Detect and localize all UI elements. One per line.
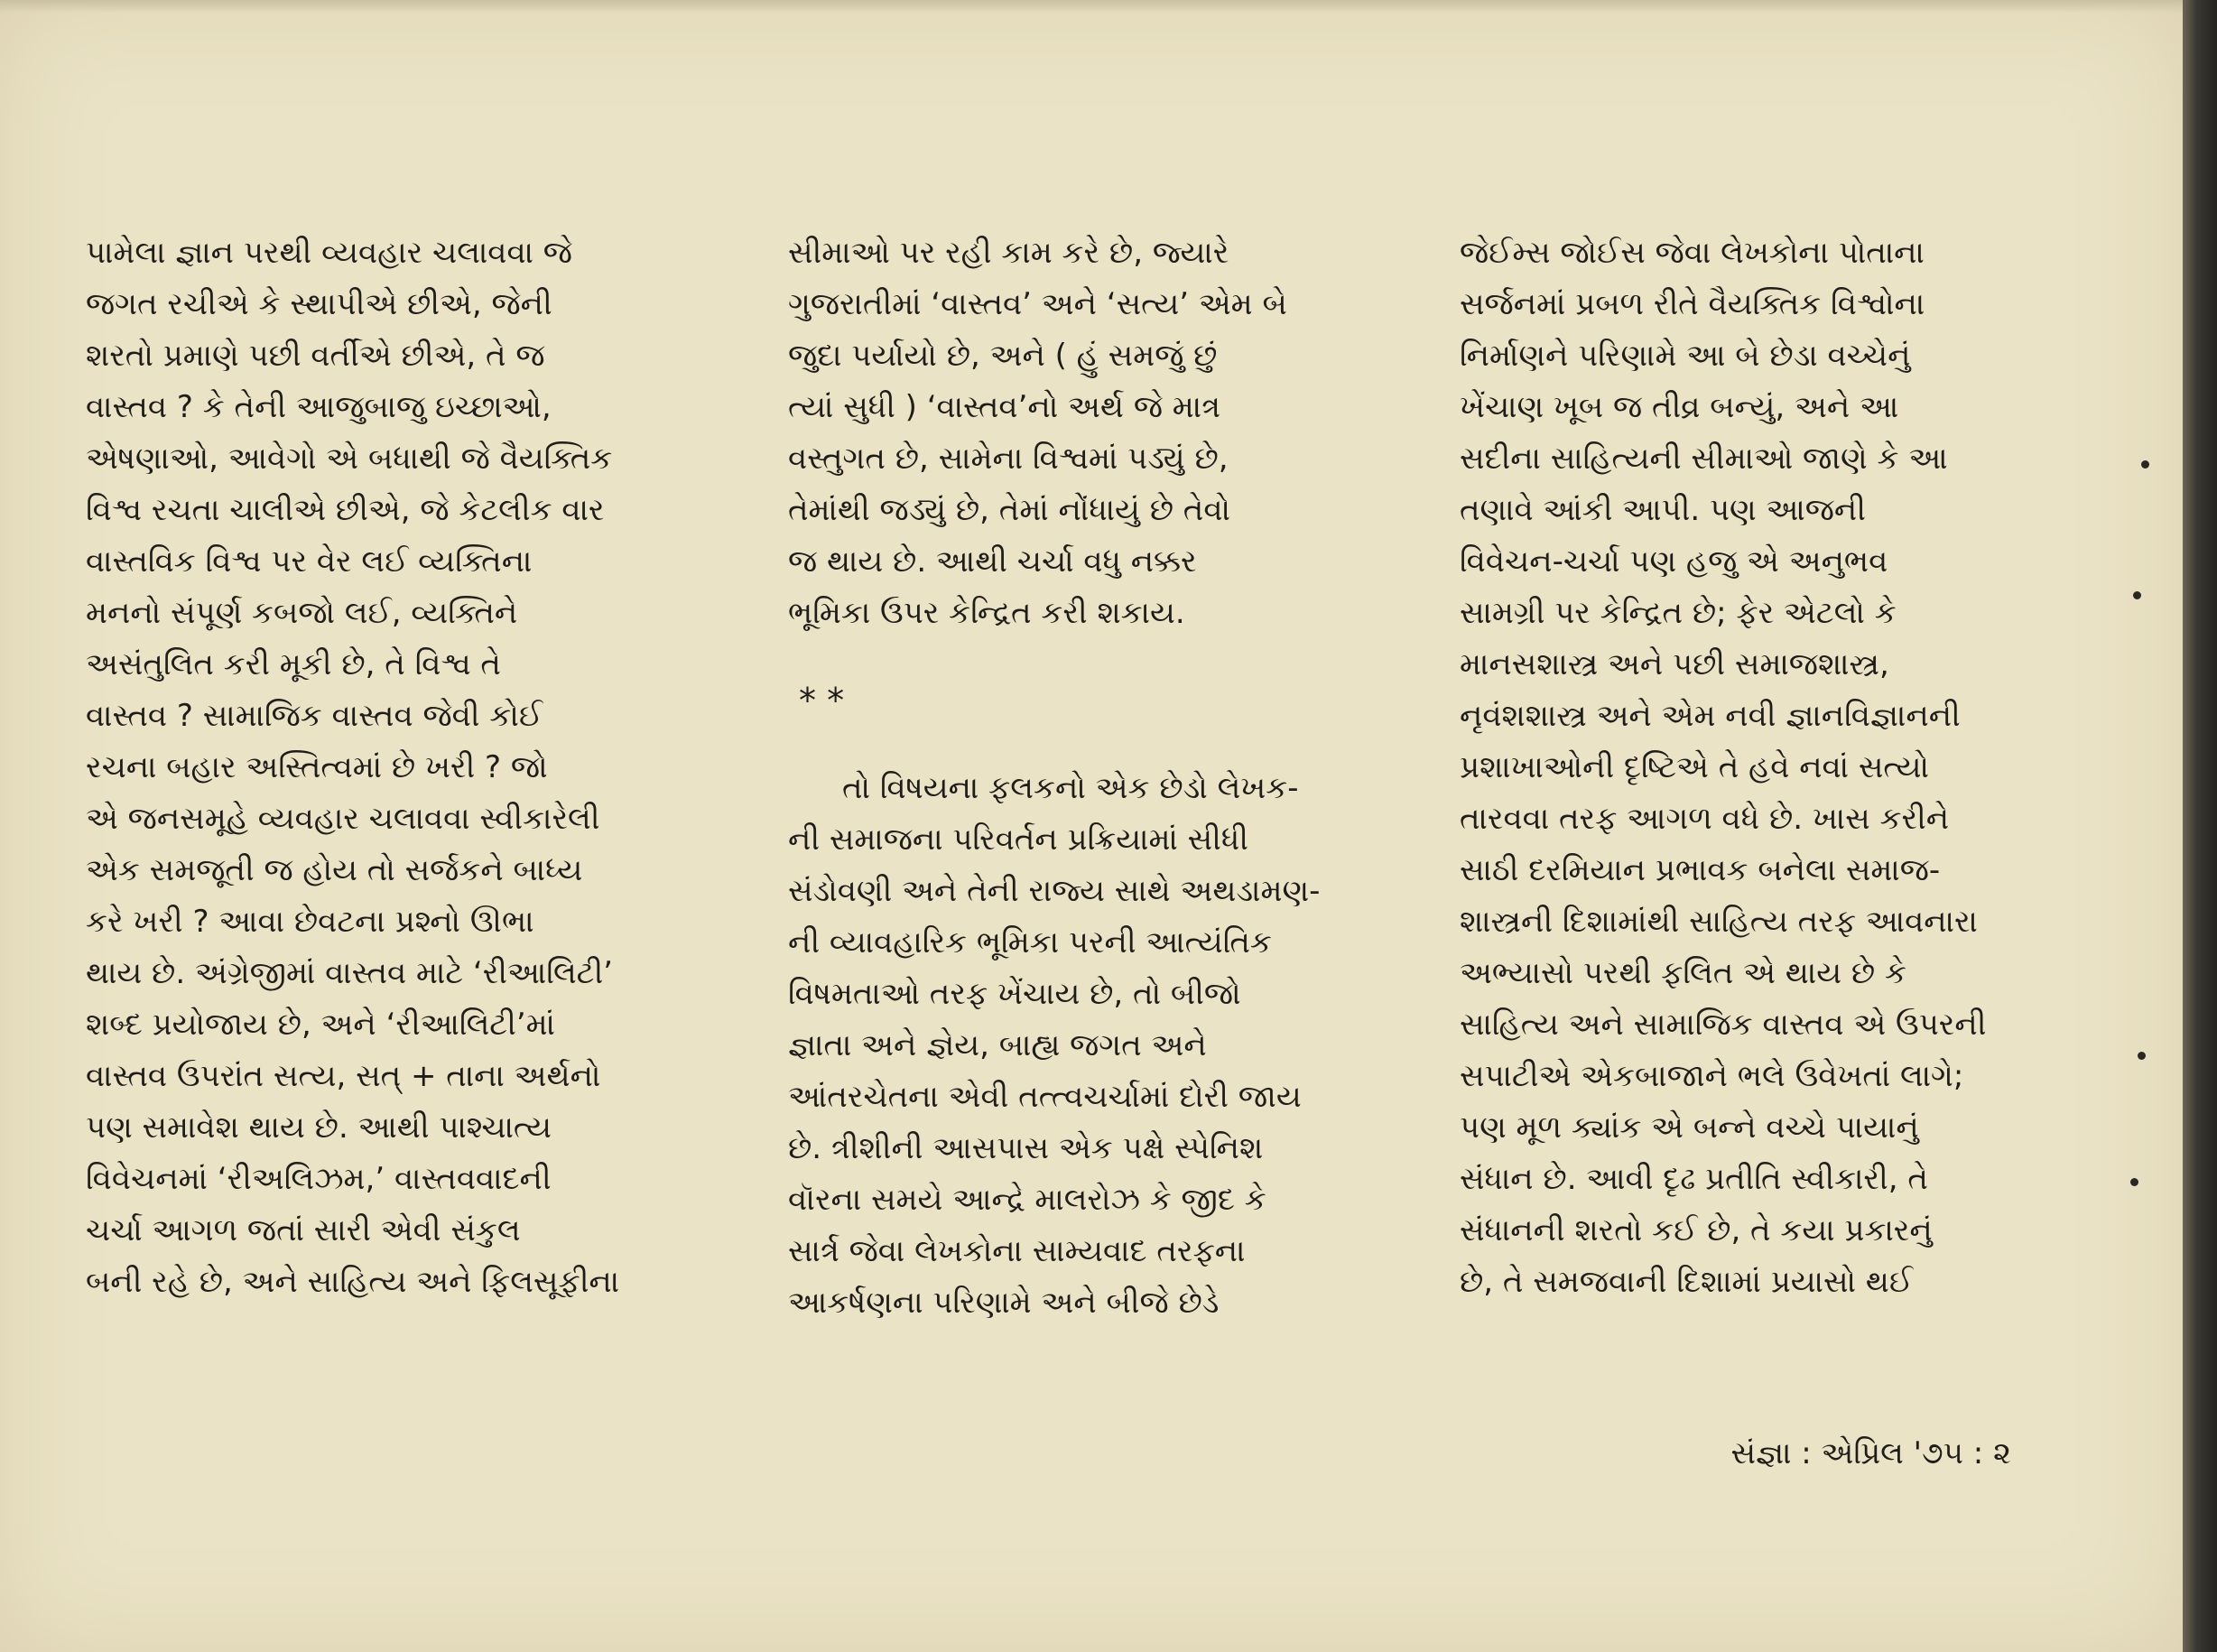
text-line: વાસ્તવ ? કે તેની આજુબાજુ ઇચ્છાઓ, (86, 389, 552, 425)
text-line: ગુજરાતીમાં ‘વાસ્તવ’ અને ‘સત્ય’ એમ બે (788, 286, 1287, 322)
margin-mark (2141, 460, 2149, 469)
margin-mark (2138, 1052, 2146, 1060)
text-column-left (86, 227, 654, 1308)
text-line: મનનો સંપૂર્ણ કબજો લઈ, વ્યક્તિને (86, 595, 518, 631)
text-line: એષણાઓ, આવેગો એ બધાથી જે વૈયક્તિક (86, 441, 613, 477)
text-line: પણ સમાવેશ થાય છે. આથી પાશ્ચાત્ય (86, 1109, 552, 1146)
text-line: વાસ્તવિક વિશ્વ પર વેર લઈ વ્યક્તિના (86, 543, 533, 580)
text-line: ત્યાં સુધી ) ‘વાસ્તવ’નો અર્થ જે માત્ર (788, 389, 1221, 425)
text-line: અસંતુલિત કરી મૂકી છે, તે વિશ્વ તે (86, 646, 501, 682)
text-line: સાહિત્ય અને સામાજિક વાસ્તવ એ ઉપરની (1460, 1007, 1987, 1043)
page-top-edge (0, 0, 2183, 13)
text-column-right (1460, 227, 2037, 1308)
text-column-middle (788, 227, 1357, 1329)
text-line: પણ મૂળ ક્યાંક એ બન્ને વચ્ચે પાયાનું (1460, 1109, 1919, 1146)
text-line: સંધાન છે. આવી દૃઢ પ્રતીતિ સ્વીકારી, તે (1460, 1161, 1928, 1197)
text-line: તેમાંથી જડ્યું છે, તેમાં નોંધાયું છે તેવો (788, 492, 1231, 528)
text-line: નૃવંશશાસ્ત્ર અને એમ નવી જ્ઞાનવિજ્ઞાનની (1460, 698, 1961, 734)
text-line: ખેંચાણ ખૂબ જ તીવ્ર બન્યું, અને આ (1460, 389, 1899, 425)
text-line: માનસશાસ્ત્ર અને પછી સમાજશાસ્ત્ર, (1460, 646, 1889, 682)
text-line: શાસ્ત્રની દિશામાંથી સાહિત્ય તરફ આવનારા (1460, 904, 1978, 940)
text-line: થાય છે. અંગ્રેજીમાં વાસ્તવ માટે ‘રીઆલિટી’ (86, 955, 613, 991)
text-line: તો વિષયના ફલકનો એક છેડો લેખક- (842, 770, 1299, 806)
section-gap (788, 639, 1357, 675)
middle-column-top-paragraph (788, 227, 1357, 639)
text-line: સદીના સાહિત્યની સીમાઓ જાણે કે આ (1460, 441, 1948, 477)
text-line: આકર્ષણના પરિણામે અને બીજે છેડે (788, 1285, 1220, 1321)
text-line: છે, તે સમજવાની દિશામાં પ્રયાસો થઈ (1460, 1264, 1914, 1300)
text-line: જેઈમ્સ જોઈસ જેવા લેખકોના પોતાના (1460, 235, 1925, 271)
text-line: શરતો પ્રમાણે પછી વર્તીએ છીએ, તે જ (86, 338, 545, 374)
text-line: વાસ્તવ ? સામાજિક વાસ્તવ જેવી કોઈ (86, 698, 543, 734)
text-line: વસ્તુગત છે, સામેના વિશ્વમાં પડ્યું છે, (788, 441, 1229, 477)
text-line: કરે ખરી ? આવા છેવટના પ્રશ્નો ઊભા (86, 904, 534, 940)
text-line: જુદા પર્યાયો છે, અને ( હું સમજું છું (788, 338, 1218, 374)
text-line: વિશ્વ રચતા ચાલીએ છીએ, જે કેટલીક વાર (86, 492, 605, 528)
text-line: બની રહે છે, અને સાહિત્ય અને ફિલસૂફીના (86, 1264, 620, 1300)
text-line: તણાવે આંકી આપી. પણ આજની (1460, 492, 1866, 528)
section-separator: * * (799, 681, 845, 720)
text-line: પામેલા જ્ઞાન પરથી વ્યવહાર ચલાવવા જે (86, 235, 572, 271)
section-gap (788, 727, 1357, 763)
text-line: ચર્ચા આગળ જતાં સારી એવી સંકુલ (86, 1212, 521, 1248)
text-line: સાર્ત્ર જેવા લેખકોના સામ્યવાદ તરફના (788, 1233, 1246, 1269)
margin-mark (2133, 591, 2141, 599)
text-line: એ જનસમૂહે વ્યવહાર ચલાવવા સ્વીકારેલી (86, 801, 600, 837)
text-line: નિર્માણને પરિણામે આ બે છેડા વચ્ચેનું (1460, 338, 1911, 374)
text-line: શબ્દ પ્રયોજાય છે, અને ‘રીઆલિટી’માં (86, 1007, 555, 1043)
text-line: જગત રચીએ કે સ્થાપીએ છીએ, જેની (86, 286, 552, 322)
text-line: સપાટીએ એકબાજાને ભલે ઉવેખતાં લાગે; (1460, 1058, 1964, 1094)
text-line: છે. ત્રીશીની આસપાસ એક પક્ષે સ્પેનિશ (788, 1130, 1264, 1166)
text-line: વિષમતાઓ તરફ ખેંચાય છે, તો બીજો (788, 976, 1241, 1012)
text-line: આંતરચેતના એવી તત્ત્વચર્ચામાં દોરી જાય (788, 1079, 1302, 1115)
text-line: સંડોવણી અને તેની રાજ્ય સાથે અથડામણ- (788, 873, 1321, 909)
text-line: પ્રશાખાઓની દૃષ્ટિએ તે હવે નવાં સત્યો (1460, 749, 1929, 785)
text-line: સાઠી દરમિયાન પ્રભાવક બનેલા સમાજ- (1460, 852, 1941, 888)
text-line: વિવેચનમાં ‘રીઅલિઝમ,’ વાસ્તવવાદની (86, 1161, 552, 1197)
text-line: એક સમજૂતી જ હોય તો સર્જકને બાધ્ય (86, 852, 583, 888)
book-spine-edge (2183, 0, 2217, 1652)
text-line: ની વ્યાવહારિક ભૂમિકા પરની આત્યંતિક (788, 924, 1272, 961)
text-line: સર્જનમાં પ્રબળ રીતે વૈયક્તિક વિશ્વોના (1460, 286, 1925, 322)
text-line: અભ્યાસો પરથી ફલિત એ થાય છે કે (1460, 955, 1906, 991)
margin-mark (2130, 1178, 2138, 1186)
text-line: વિવેચન-ચર્ચા પણ હજુ એ અનુભવ (1460, 543, 1888, 580)
text-line: વૉરના સમયે આન્દ્રે માલરોઝ કે જીદ કે (788, 1182, 1266, 1218)
text-line: ભૂમિકા ઉપર કેન્દ્રિત કરી શકાય. (788, 595, 1185, 631)
text-line: વાસ્તવ ઉપરાંત સત્ય, સત્ + તાના અર્થનો (86, 1058, 601, 1094)
text-line: સીમાઓ પર રહી કામ કરે છે, જ્યારે (788, 235, 1229, 271)
text-line: સંધાનની શરતો કઈ છે, તે કયા પ્રકારનું (1460, 1212, 1933, 1248)
text-line: રચના બહાર અસ્તિત્વમાં છે ખરી ? જો (86, 749, 548, 785)
text-line: તારવવા તરફ આગળ વધે છે. ખાસ કરીને (1460, 801, 1950, 837)
text-line: જ્ઞાતા અને જ્ઞેય, બાહ્ય જગત અને (788, 1027, 1207, 1063)
text-line: જ થાય છે. આથી ચર્ચા વધુ નક્કર (788, 543, 1197, 580)
page-footer: સંજ્ઞા : એપ્રિલ '૭૫ : ૨ (1730, 1435, 2011, 1471)
text-line: ની સમાજના પરિવર્તન પ્રક્રિયામાં સીધી (788, 821, 1249, 858)
middle-column-bottom-paragraph (788, 763, 1357, 1329)
text-line: સામગ્રી પર કેન્દ્રિત છે; ફેર એટલો કે (1460, 595, 1897, 631)
